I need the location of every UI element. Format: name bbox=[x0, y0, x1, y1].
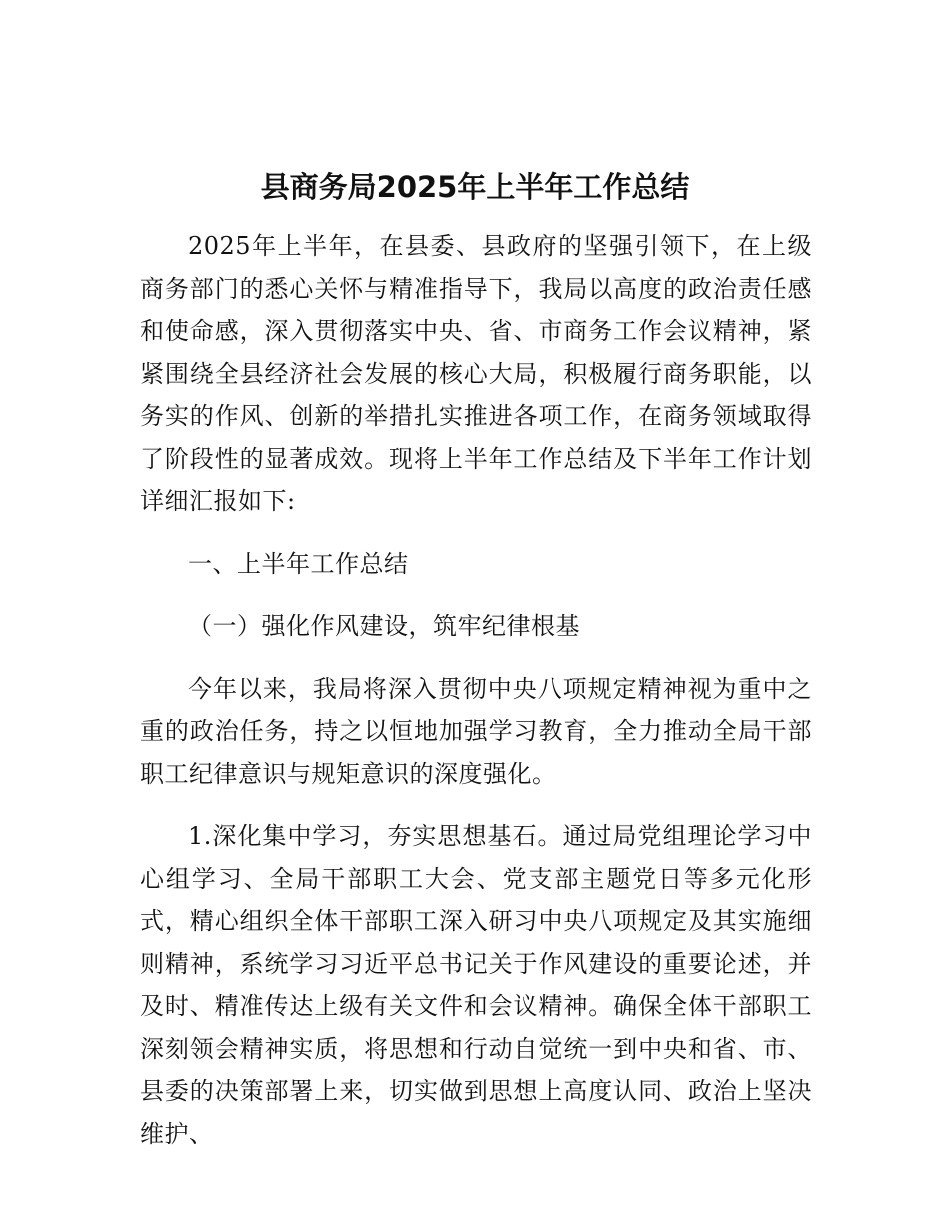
document-body bbox=[140, 225, 812, 1155]
body-paragraph: 今年以来，我局将深入贯彻中央八项规定精神视为重中之重的政治任务，持之以恒地加强学习教育，全力推动全局干部职工纪律意识与规矩意识的深度强化。 bbox=[140, 674, 812, 788]
intro-paragraph: 2025年上半年，在县委、县政府的坚强引领下，在上级商务部门的悉心关怀与精准指导下，我局以高度的政治责任感和使命感，深入贯彻落实中央、省、市商务工作会议精神，紧紧围绕全县经济社会发展的核心大局，积极履行商务职能，以务实的作风、创新的举措扎实推进各项工作，在商务领域取得了阶段性的显著成效。现将上半年工作总结及下半年工作计划详细汇报如下: bbox=[140, 232, 812, 515]
document-title: 县商务局2025年上半年工作总结 bbox=[260, 170, 690, 204]
section-heading: 一、上半年工作总结 bbox=[188, 549, 409, 578]
body-paragraph: 1.深化集中学习，夯实思想基石。通过局党组理论学习中心组学习、全局干部职工大会、党支部主题党日等多元化形式，精心组织全体干部职工深入研习中央八项规定及其实施细则精神，系统学习习近平总书记关于作风建设的重要论述，并及时、精准传达上级有关文件和会议精神。确保全体干部职工深刻领会精神实质，将思想和行动自觉统一到中央和省、市、县委的决策部署上来，切实做到思想上高度认同、政治上坚决维护、 bbox=[140, 822, 812, 1148]
subsection-heading: （一）强化作风建设，筑牢纪律根基 bbox=[188, 612, 580, 640]
